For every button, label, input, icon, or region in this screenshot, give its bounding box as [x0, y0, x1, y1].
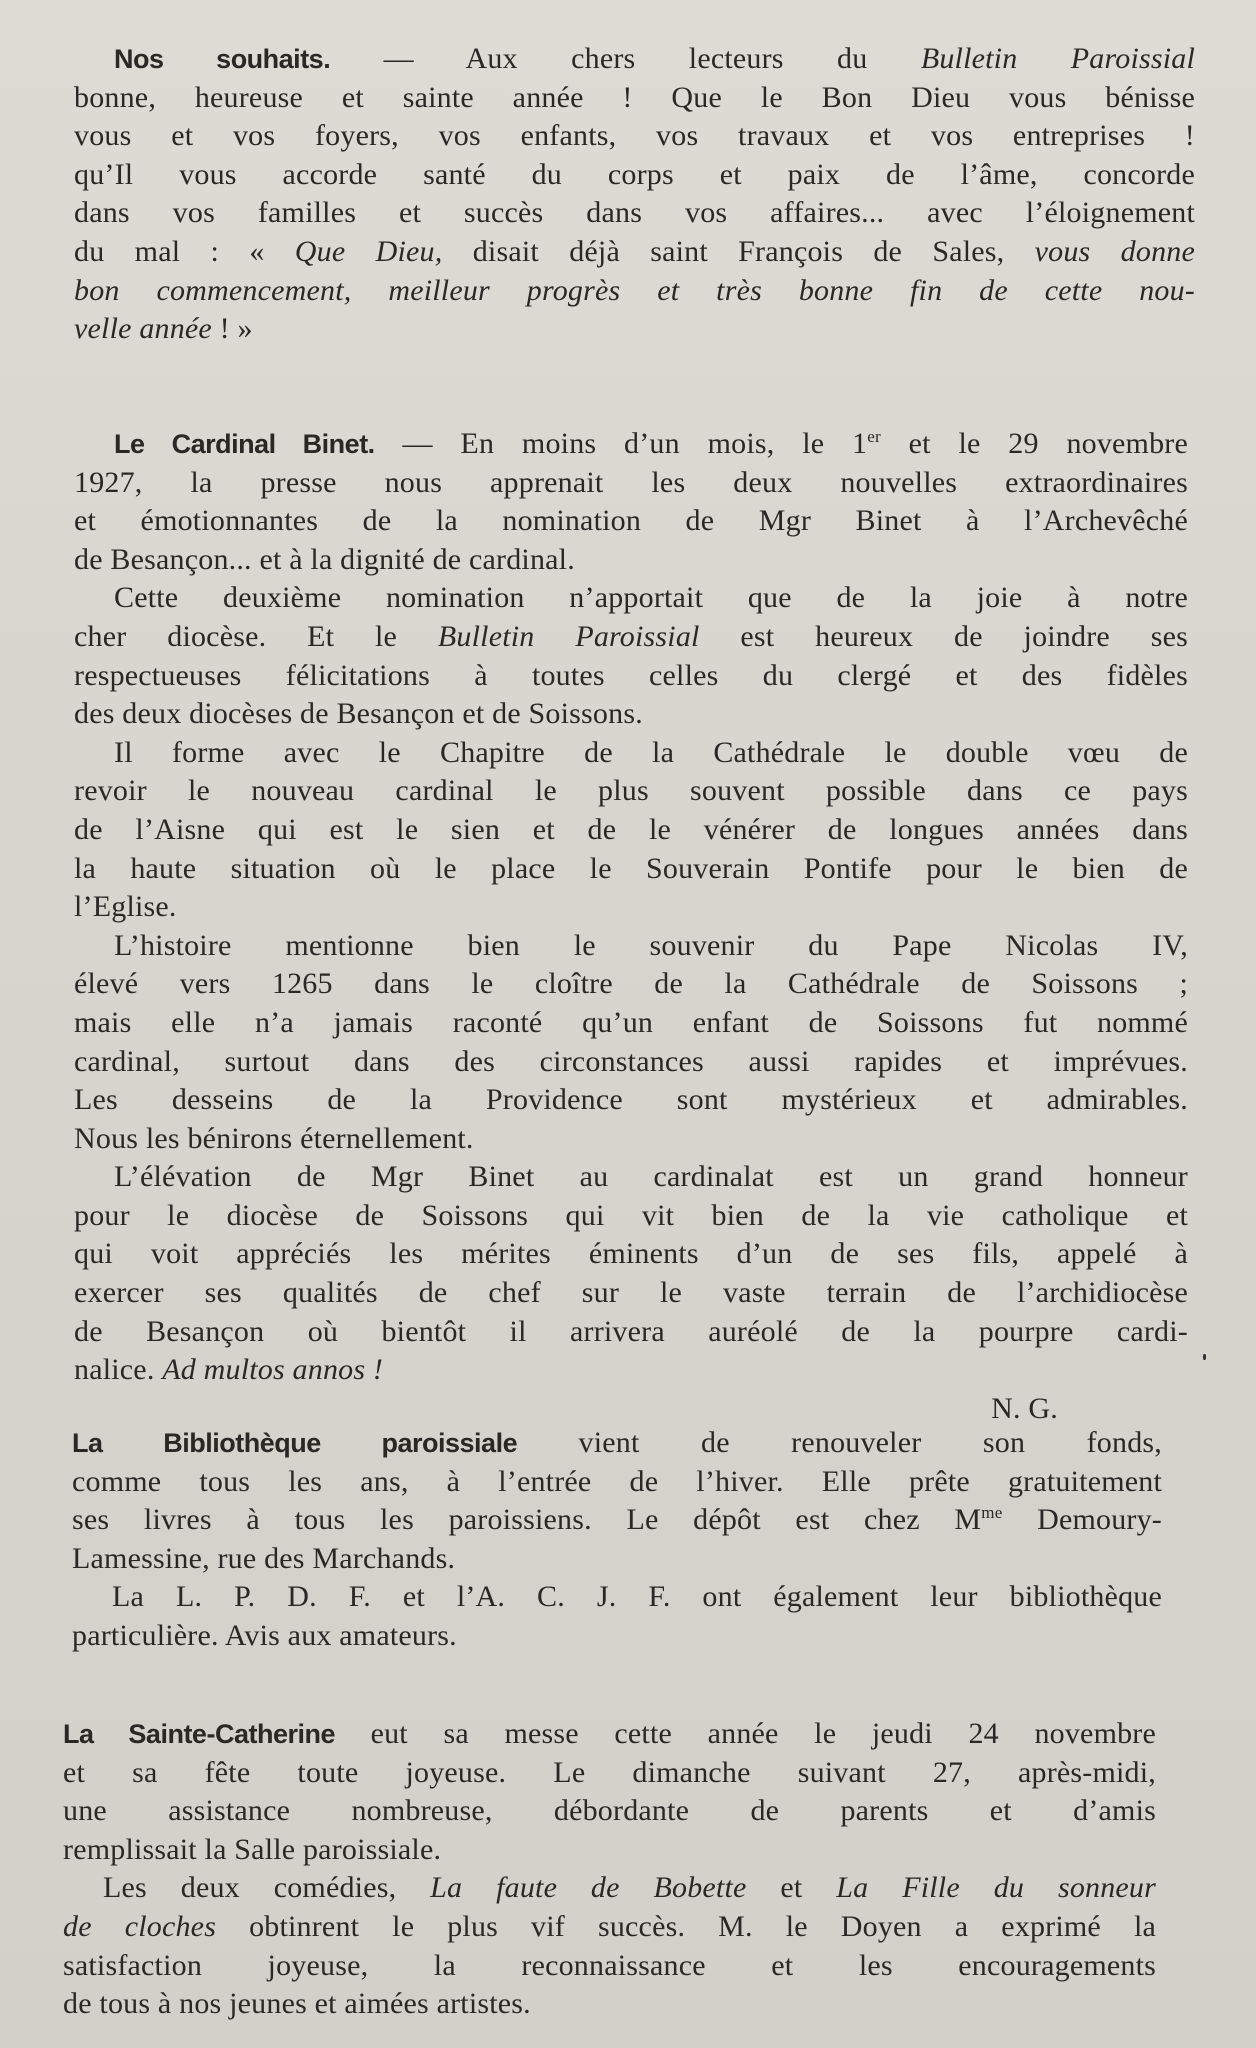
text-line	[74, 965, 1188, 1004]
text-run: satisfaction joyeuse, la reconnaissance et les encouragements	[63, 1948, 1156, 1982]
text-run: respectueuses félicitations à toutes celles du clergé et des fidèles	[74, 658, 1188, 692]
text-line	[74, 117, 1195, 156]
text-line	[74, 40, 1195, 79]
text-run: de Besançon... et à la dignité de cardinal.	[74, 542, 575, 576]
text-run: mais elle n’a jamais raconté qu’un enfant de Soissons fut nommé	[74, 1005, 1188, 1039]
text-line	[63, 1985, 1156, 2024]
text-line	[74, 850, 1188, 889]
section-heading: La Bibliothèque paroissiale	[72, 1428, 518, 1458]
text-line	[72, 1463, 1162, 1502]
text-run: qui voit appréciés les mérites éminents d’un de ses fils, appelé à	[74, 1237, 1188, 1271]
text-line	[74, 811, 1188, 850]
text-run: eut sa messe cette année le jeudi 24 novembre	[334, 1717, 1157, 1750]
italic-text: Bulletin Paroissial	[437, 619, 700, 653]
text-line	[74, 502, 1188, 541]
text-line	[74, 1351, 1188, 1390]
text-run: et sa fête toute joyeuse. Le dimanche suivant 27, après-midi,	[63, 1755, 1156, 1789]
text-run: Nous les bénirons éternellement.	[74, 1121, 474, 1155]
section-heading: Le Cardinal Binet.	[114, 429, 375, 459]
text-run: Cette deuxième nomination n’apportait que de la joie à notre	[114, 581, 1188, 615]
text-line	[72, 1540, 1162, 1579]
text-line	[74, 194, 1195, 233]
text-run: dans vos familles et succès dans vos affaires... avec l’éloignement	[74, 196, 1195, 230]
text-run: la haute situation où le place le Souverain Pontife pour le bien de	[74, 851, 1188, 885]
text-line	[74, 1313, 1188, 1352]
text-run: La L. P. D. F. et l’A. C. J. F. ont également leur bibliothèque	[112, 1580, 1162, 1614]
text-line	[63, 1869, 1156, 1908]
text-run: disait déjà saint François de Sales,	[442, 234, 1035, 268]
italic-text: vous donne	[1034, 234, 1195, 268]
text-run: vient de renouveler son fonds,	[517, 1426, 1162, 1459]
section-heading: Nos souhaits.	[114, 44, 331, 74]
text-line	[74, 1197, 1188, 1236]
text-run: obtinrent le plus vif succès. M. le Doyen a exprimé la	[216, 1909, 1156, 1943]
text-line	[63, 1947, 1156, 1986]
section-nos-souhaits	[74, 40, 1195, 349]
text-line	[63, 1715, 1156, 1754]
section-cardinal-binet	[74, 425, 1188, 1428]
text-run: de tous à nos jeunes et aimées artistes.	[63, 1987, 531, 2021]
text-run: Demoury-	[1002, 1503, 1162, 1537]
text-run: est heureux de joindre ses	[699, 619, 1188, 653]
text-run: nalice.	[74, 1353, 163, 1387]
text-run: qu’Il vous accorde santé du corps et paix de l’âme, concorde	[74, 157, 1195, 191]
text-line	[74, 734, 1188, 773]
text-line	[74, 618, 1188, 657]
text-line	[74, 657, 1188, 696]
text-line	[74, 579, 1188, 618]
text-line	[74, 1235, 1188, 1274]
text-line	[74, 927, 1188, 966]
text-line	[63, 1754, 1156, 1793]
text-run: l’Eglise.	[74, 890, 177, 924]
text-line	[74, 310, 1195, 349]
text-line	[74, 888, 1188, 927]
section-heading: La Sainte-Catherine	[63, 1719, 335, 1749]
text-line	[72, 1424, 1162, 1463]
text-run: et émotionnantes de la nomination de Mgr Binet à l’Archevêché	[74, 504, 1188, 538]
text-run: L’élévation de Mgr Binet au cardinalat est un grand honneur	[114, 1160, 1188, 1194]
italic-text: La faute de Bobette	[430, 1871, 747, 1905]
print-speck	[1203, 1354, 1206, 1360]
text-run: Lamessine, rue des Marchands.	[72, 1541, 456, 1575]
text-run: des deux diocèses de Besançon et de Soissons.	[74, 697, 643, 731]
italic-text: Bulletin Paroissial	[920, 42, 1196, 75]
text-line	[74, 1004, 1188, 1043]
text-line	[74, 1274, 1188, 1313]
text-line	[63, 1831, 1156, 1870]
italic-text: bon commencement, meilleur progrès et très bonne fin de cette nou-	[74, 273, 1195, 307]
text-run: vous et vos foyers, vos enfants, vos travaux et vos entreprises !	[74, 119, 1195, 153]
text-line	[74, 464, 1188, 503]
italic-text: de cloches	[63, 1909, 217, 1943]
text-line	[74, 1081, 1188, 1120]
text-run: cher diocèse. Et le	[74, 619, 438, 653]
text-run: Les desseins de la Providence sont mystérieux et admirables.	[74, 1083, 1188, 1117]
signature	[74, 1390, 1188, 1429]
text-line	[74, 772, 1188, 811]
text-run: une assistance nombreuse, débordante de parents et d’amis	[63, 1794, 1156, 1828]
text-line	[74, 1043, 1188, 1082]
text-run: — Aux chers lecteurs du	[330, 42, 921, 75]
text-run: ses livres à tous les paroissiens. Le dépôt est chez M	[72, 1503, 982, 1537]
italic-text: Ad multos annos !	[162, 1353, 384, 1387]
text-run: Les deux comédies,	[103, 1871, 431, 1905]
text-line	[63, 1792, 1156, 1831]
italic-text: La Fille du sonneur	[836, 1871, 1157, 1905]
text-run: exercer ses qualités de chef sur le vaste terrain de l’archidiocèse	[74, 1276, 1188, 1310]
italic-text: Que Dieu,	[294, 234, 443, 268]
text-run: L’histoire mentionne bien le souvenir du Pape Nicolas IV,	[114, 928, 1188, 962]
text-run: bonne, heureuse et sainte année ! Que le Bon Dieu vous bénisse	[74, 80, 1195, 114]
text-run: remplissait la Salle paroissiale.	[63, 1832, 442, 1866]
text-run: élevé vers 1265 dans le cloître de la Cathédrale de Soissons ;	[74, 967, 1188, 1001]
text-line	[72, 1501, 1162, 1540]
text-line	[72, 1617, 1162, 1656]
text-line	[63, 1908, 1156, 1947]
italic-text: velle année	[74, 312, 212, 346]
text-run: et le 29 novembre	[880, 427, 1188, 460]
text-run: et	[746, 1871, 837, 1905]
section-bibliotheque-paroissiale	[72, 1424, 1162, 1656]
text-run: du mal : «	[74, 234, 295, 268]
text-line	[74, 79, 1195, 118]
text-line	[74, 156, 1195, 195]
text-line	[74, 425, 1188, 464]
section-sainte-catherine	[63, 1715, 1156, 2024]
text-line	[74, 541, 1188, 580]
text-run: particulière. Avis aux amateurs.	[72, 1618, 457, 1652]
text-line	[74, 272, 1195, 311]
text-run: 1927, la presse nous apprenait les deux nouvelles extraordinaires	[74, 465, 1188, 499]
text-run: cardinal, surtout dans des circonstances aussi rapides et imprévues.	[74, 1044, 1188, 1078]
superscript: er	[867, 427, 881, 446]
text-line	[74, 233, 1195, 272]
text-line	[74, 695, 1188, 734]
text-run: comme tous les ans, à l’entrée de l’hiver. Elle prête gratuitement	[72, 1464, 1162, 1498]
text-run: N. G.	[991, 1391, 1058, 1425]
text-run: de Besançon où bientôt il arrivera auréolé de la pourpre cardi-	[74, 1314, 1188, 1348]
text-run: pour le diocèse de Soissons qui vit bien de la vie catholique et	[74, 1198, 1188, 1232]
text-run: revoir le nouveau cardinal le plus souvent possible dans ce pays	[74, 774, 1188, 808]
text-run: ! »	[211, 312, 253, 346]
text-line	[74, 1120, 1188, 1159]
text-line	[72, 1578, 1162, 1617]
text-run: Il forme avec le Chapitre de la Cathédrale le double vœu de	[114, 735, 1188, 769]
text-run: de l’Aisne qui est le sien et de le vénérer de longues années dans	[74, 812, 1188, 846]
text-run: — En moins d’un mois, le 1	[374, 427, 868, 460]
superscript: me	[981, 1503, 1003, 1523]
text-line	[74, 1158, 1188, 1197]
